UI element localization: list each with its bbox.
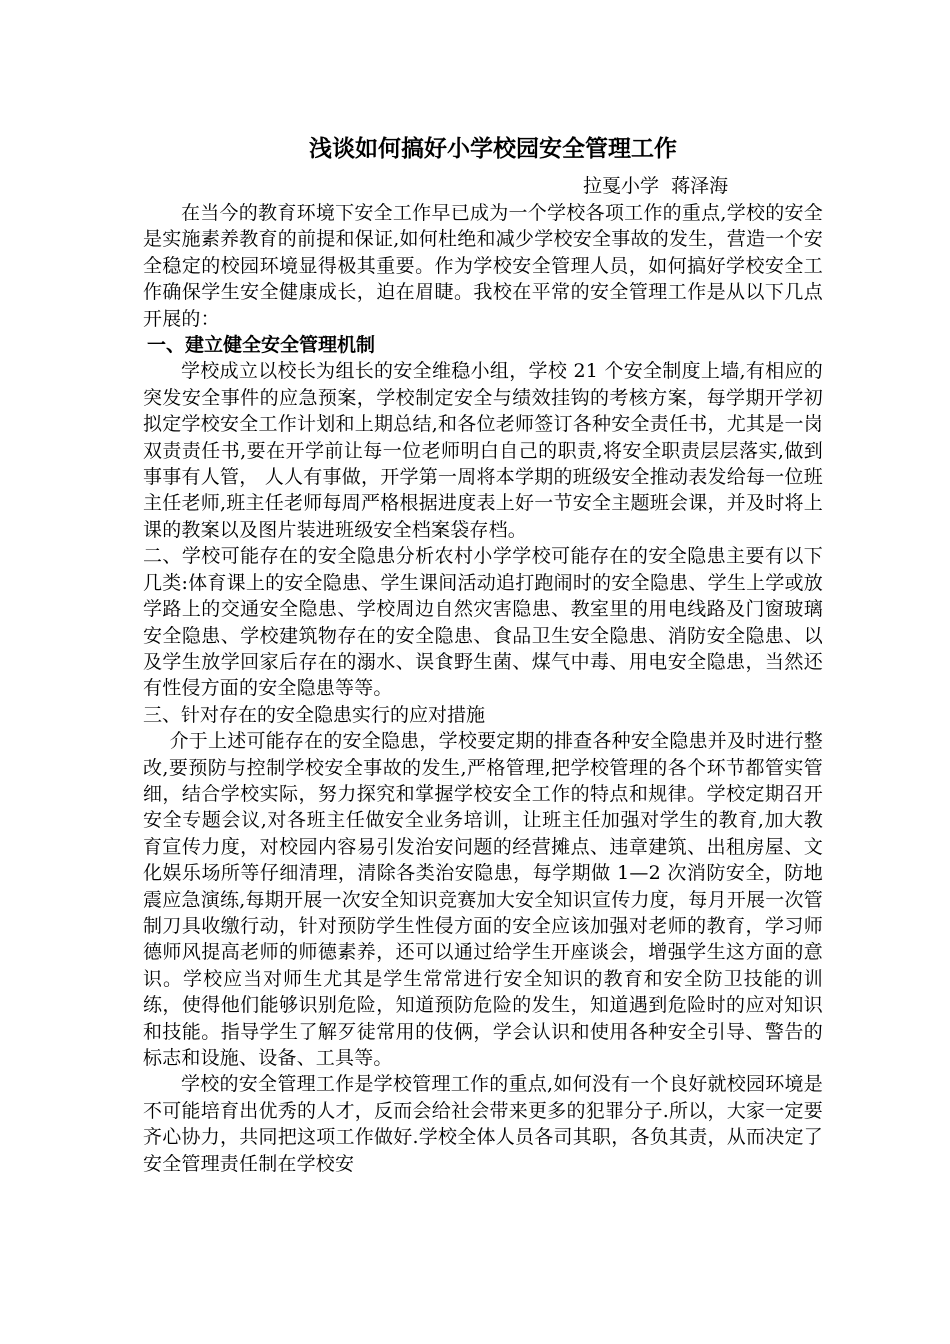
author-line: 拉戛小学 蒋泽海 [583,175,729,197]
section2-paragraph: 二、学校可能存在的安全隐患分析农村小学学校可能存在的安全隐患主要有以下几类:体育课上的安全隐患、学生课间活动追打跑闹时的安全隐患、学生上学或放学路上的交通安全隐患、学校周边自然灾害隐患、教室里的用电线路及门窗玻璃安全隐患、学校建筑物存在的安全隐患、食品卫生安全隐患、消防安全隐患、以及学生放学回家后存在的溺水、误食野生菌、煤气中毒、用电安全隐患，当然还有性侵方面的安全隐患等等。 [143,545,823,700]
document-page [143,132,823,1177]
intro-paragraph: 在当今的教育环境下安全工作早已成为一个学校各项工作的重点,学校的安全是实施素养教育的前提和保证,如何杜绝和减少学校安全事故的发生，营造一个安全稳定的校园环境显得极其重要。作为学校安全管理人员，如何搞好学校安全工作确保学生安全健康成长，迫在眉睫。我校在平常的安全管理工作是从以下几点开展的： [143,202,823,330]
conclusion-paragraph: 学校的安全管理工作是学校管理工作的重点,如何没有一个良好就校园环境是不可能培育出优秀的人才，反而会给社会带来更多的犯罪分子.所以，大家一定要齐心协力，共同把这项工作做好.学校全体人员各司其职，各负其责，从而决定了安全管理责任制在学校安 [143,1073,823,1175]
section1-heading: 一、建立健全安全管理机制 [147,334,376,357]
section3-paragraph: 介于上述可能存在的安全隐患，学校要定期的排查各种安全隐患并及时进行整改,要预防与控制学校安全事故的发生,严格管理,把学校管理的各个环节都管实管细，结合学校实际，努力探究和掌握学校安全工作的特点和规律。学校定期召开安全专题会议,对各班主任做安全业务培训，让班主任加强对学生的教育,加大教育宣传力度，对校园内容易引发治安问题的经营摊点、违章建筑、出租房屋、文化娱乐场所等仔细清理，清除各类治安隐患，每学期做 1—2 次消防安全，防地震应急演练,每期开展一次安全知识竞赛加大安全知识宣传力度，每月开展一次管制刀具收缴行动，针对预防学生性侵方面的安全应该加强对老师的教育，学习师德师风提高老师的师德素养，还可以通过给学生开座谈会，增强学生这方面的意识。学校应当对师生尤其是学生常常进行安全知识的教育和安全防卫技能的训练，使得他们能够识别危险，知道预防危险的发生，知道遇到危险时的应对知识和技能。指导学生了解歹徒常用的伎俩，学会认识和使用各种安全引导、警告的标志和设施、设备、工具等。 [143,730,823,1069]
section3-heading: 三、针对存在的安全隐患实行的应对措施 [143,703,486,726]
section1-paragraph: 学校成立以校长为组长的安全维稳小组，学校 21 个安全制度上墙,有相应的突发安全事件的应急预案，学校制定安全与绩效挂钩的考核方案，每学期开学初拟定学校安全工作计划和上期总结,和各位老师签订各种安全责任书，尤其是一岗双责责任书,要在开学前让每一位老师明白自己的职责,将安全职责层层落实,做到事事有人管， 人人有事做，开学第一周将本学期的班级安全推动表发给每一位班主任老师,班主任老师每周严格根据进度表上好一节安全主题班会课，并及时将上课的教案以及图片装进班级安全档案袋存档。 [143,360,823,541]
document-title: 浅谈如何搞好小学校园安全管理工作 [309,135,677,162]
